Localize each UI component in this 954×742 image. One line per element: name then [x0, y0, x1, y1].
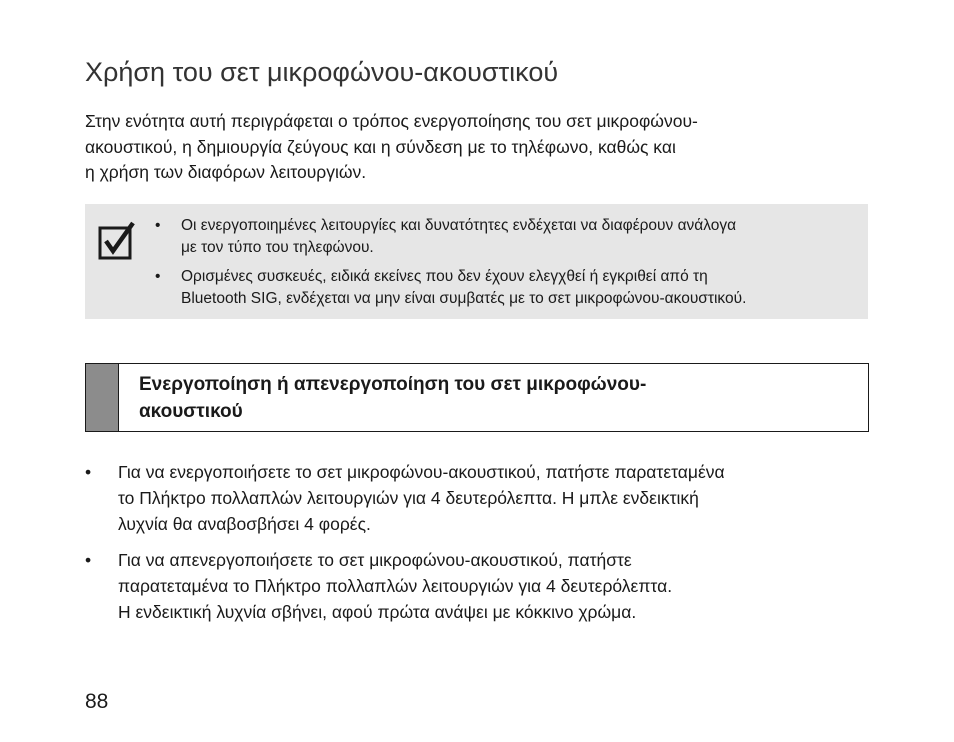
note-line: με τον τύπο του τηλεφώνου. [181, 239, 374, 256]
instruction-line: Για να απενεργοποιήσετε το σετ μικροφώνου-ακουστικού, πατήστε [118, 550, 632, 570]
bullet: • [85, 462, 92, 482]
bullet: • [155, 217, 161, 234]
page-title: Χρήση του σετ μικροφώνου-ακουστικού [85, 57, 559, 87]
note-item [155, 215, 855, 259]
instruction-item [85, 459, 875, 537]
bullet: • [85, 550, 92, 570]
section-title-line: Ενεργοποίηση ή απενεργοποίηση του σετ μικροφώνου- [139, 374, 647, 395]
note-item [155, 266, 855, 310]
section-header-bar [86, 364, 119, 431]
bullet: • [155, 268, 161, 285]
instruction-line: το Πλήκτρο πολλαπλών λειτουργιών για 4 δευτερόλεπτα. Η μπλε ενδεικτική [118, 488, 699, 508]
instruction-line: Η ενδεικτική λυχνία σβήνει, αφού πρώτα ανάψει με κόκκινο χρώμα. [118, 602, 637, 622]
intro-line: η χρήση των διαφόρων λειτουργιών. [85, 162, 367, 182]
note-box [85, 204, 868, 319]
intro-line: Στην ενότητα αυτή περιγράφεται ο τρόπος ενεργοποίησης του σετ μικροφώνου- [85, 111, 698, 131]
note-line: Οι ενεργοποιημένες λειτουργίες και δυνατότητες ενδέχεται να διαφέρουν ανάλογα [181, 217, 737, 234]
page-number: 88 [85, 690, 109, 713]
note-list [155, 215, 855, 317]
section-header [85, 363, 869, 432]
note-line: Bluetooth SIG, ενδέχεται να μην είναι συμβατές με το σετ μικροφώνου-ακουστικού. [181, 290, 747, 307]
section-title [139, 371, 646, 425]
instruction-line: παρατεταμένα το Πλήκτρο πολλαπλών λειτουργιών για 4 δευτερόλεπτα. [118, 576, 673, 596]
intro-paragraph [85, 109, 875, 186]
checkbox-checked-icon [98, 221, 136, 261]
instruction-line: λυχνία θα αναβοσβήσει 4 φορές. [118, 514, 371, 534]
instruction-item [85, 547, 875, 625]
note-line: Ορισμένες συσκευές, ειδικά εκείνες που δεν έχουν ελεγχθεί ή εγκριθεί από τη [181, 268, 708, 285]
intro-line: ακουστικού, η δημιουργία ζεύγους και η σύνδεση με το τηλέφωνο, καθώς και [85, 136, 676, 157]
instruction-line: Για να ενεργοποιήσετε το σετ μικροφώνου-ακουστικού, πατήστε παρατεταμένα [118, 462, 725, 482]
section-title-line: ακουστικού [139, 401, 243, 422]
instruction-list [85, 459, 875, 635]
